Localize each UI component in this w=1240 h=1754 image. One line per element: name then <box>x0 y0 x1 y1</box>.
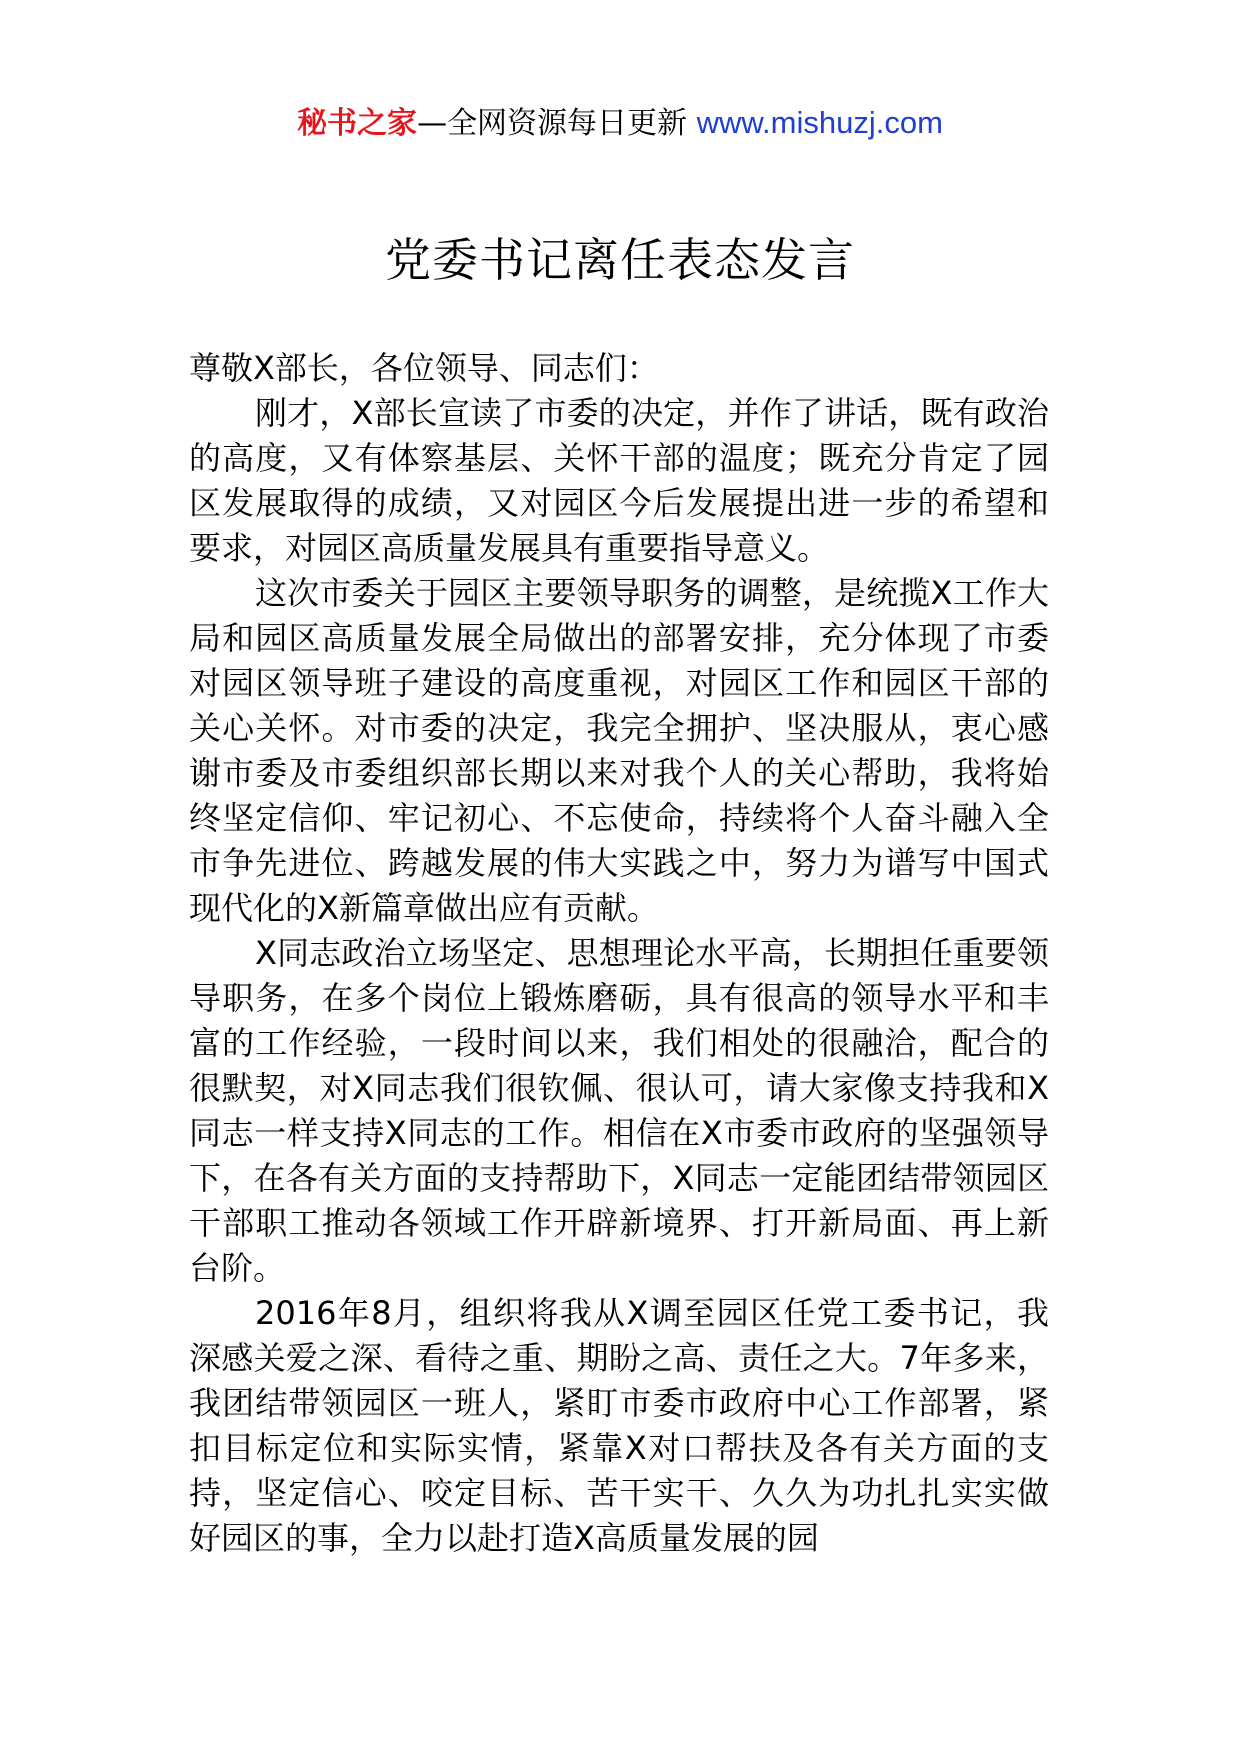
brand-name: 秘书之家 <box>297 106 418 141</box>
body-paragraph: 刚才，X部长宣读了市委的决定，并作了讲话，既有政治的高度，又有体察基层、关怀干部的温度；既充分肯定了园区发展取得的成绩，又对园区今后发展提出进一步的希望和要求，对园区高质量发展具有重要指导意义。 <box>189 394 1049 567</box>
banner-tagline: —全网资源每日更新 <box>417 106 697 141</box>
body-paragraph: 这次市委关于园区主要领导职务的调整，是统揽X工作大局和园区高质量发展全局做出的部署安排，充分体现了市委对园区领导班子建设的高度重视，对园区工作和园区干部的关心关怀。对市委的决定，我完全拥护、坚决服从，衷心感谢市委及市委组织部长期以来对我个人的关心帮助，我将始终坚定信仰、牢记初心、不忘使命，持续将个人奋斗融入全市争先进位、跨越发展的伟大实践之中，努力为谱写中国式现代化的X新篇章做出应有贡献。 <box>189 574 1049 927</box>
body-paragraph: 2016年8月，组织将我从X调至园区任党工委书记，我深感关爱之深、看待之重、期盼之高、责任之大。7年多来，我团结带领园区一班人，紧盯市委市政府中心工作部署，紧扣目标定位和实际实情，紧靠X对口帮扶及各有关方面的支持，坚定信心、咬定目标、苦干实干、久久为功扎扎实实做好园区的事，全力以赴打造X高质量发展的园 <box>189 1294 1049 1557</box>
site-banner <box>0 100 1240 147</box>
document-body <box>189 346 1049 1561</box>
salutation: 尊敬X部长，各位领导、同志们： <box>189 349 659 387</box>
body-paragraph: X同志政治立场坚定、思想理论水平高，长期担任重要领导职务，在多个岗位上锻炼磨砺，具有很高的领导水平和丰富的工作经验，一段时间以来，我们相处的很融洽，配合的很默契，对X同志我们很钦佩、很认可，请大家像支持我和X同志一样支持X同志的工作。相信在X市委市政府的坚强领导下，在各有关方面的支持帮助下，X同志一定能团结带领园区干部职工推动各领域工作开辟新境界、打开新局面、再上新台阶。 <box>189 934 1049 1287</box>
document-title: 党委书记离任表态发言 <box>385 233 855 287</box>
site-url-link[interactable]: www.mishuzj.com <box>696 105 943 140</box>
